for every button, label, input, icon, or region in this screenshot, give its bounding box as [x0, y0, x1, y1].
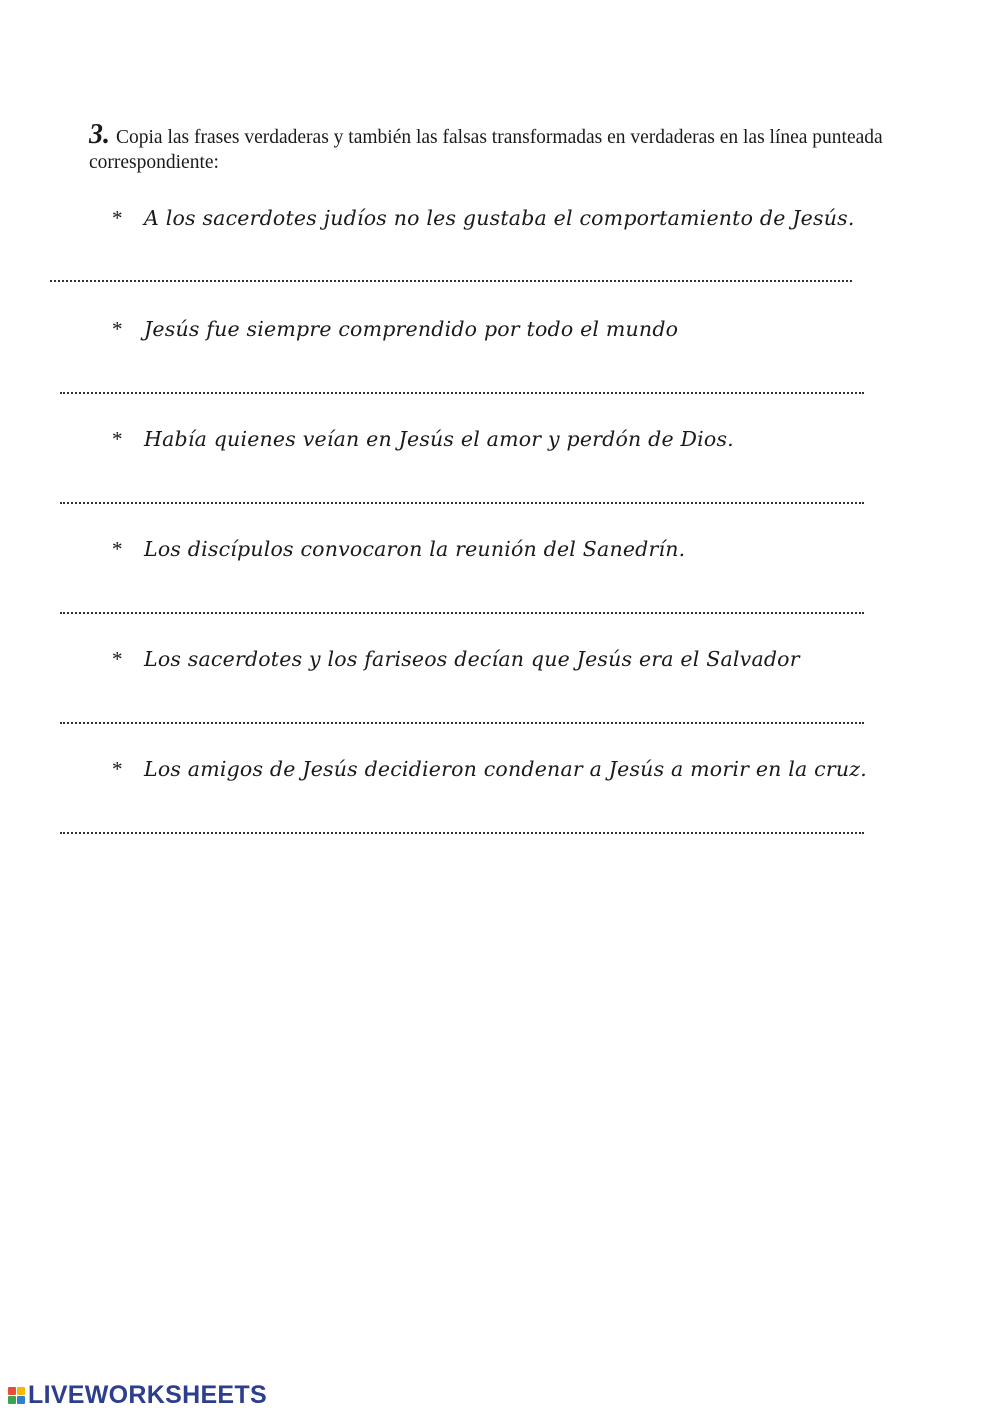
statement-item: [112, 644, 800, 674]
exercise-number: 3.: [89, 119, 110, 150]
statement-text: Jesús fue siempre comprendido por todo el mundo: [144, 317, 679, 341]
logo-tile-icon: [8, 1387, 16, 1395]
logo-tile-icon: [17, 1387, 25, 1395]
statement-item: [112, 754, 867, 784]
answer-line[interactable]: [60, 612, 864, 614]
answer-line[interactable]: [60, 502, 864, 504]
statement-item: [112, 314, 678, 344]
answer-line[interactable]: [60, 832, 864, 834]
statement-text: Había quienes veían en Jesús el amor y perdón de Dios.: [144, 427, 734, 451]
statement-text: Los sacerdotes y los fariseos decían que Jesús era el Salvador: [144, 647, 800, 671]
statement-item: [112, 424, 734, 454]
bullet: *: [112, 427, 123, 451]
statement-text: Los discípulos convocaron la reunión del Sanedrín.: [144, 537, 686, 561]
statement-item: [112, 534, 685, 564]
answer-line[interactable]: [50, 280, 852, 282]
logo-tile-icon: [8, 1396, 16, 1404]
logo-mark-icon: [8, 1387, 25, 1404]
liveworksheets-logo: [8, 1380, 267, 1410]
statement-text: A los sacerdotes judíos no les gustaba el comportamiento de Jesús.: [144, 206, 855, 230]
bullet: *: [112, 317, 123, 341]
statement-text: Los amigos de Jesús decidieron condenar a Jesús a morir en la cruz.: [144, 757, 867, 781]
logo-text: LIVEWORKSHEETS: [28, 1380, 267, 1409]
answer-line[interactable]: [60, 392, 864, 394]
bullet: *: [112, 757, 123, 781]
bullet: *: [112, 537, 123, 561]
instructions-text: Copia las frases verdaderas y también las falsas transformadas en verdaderas en las línea punteada correspondiente:: [89, 127, 883, 173]
logo-tile-icon: [17, 1396, 25, 1404]
bullet: *: [112, 206, 123, 230]
answer-line[interactable]: [60, 722, 864, 724]
bullet: *: [112, 647, 123, 671]
statement-item: [112, 203, 855, 233]
exercise-instructions: [89, 119, 919, 175]
